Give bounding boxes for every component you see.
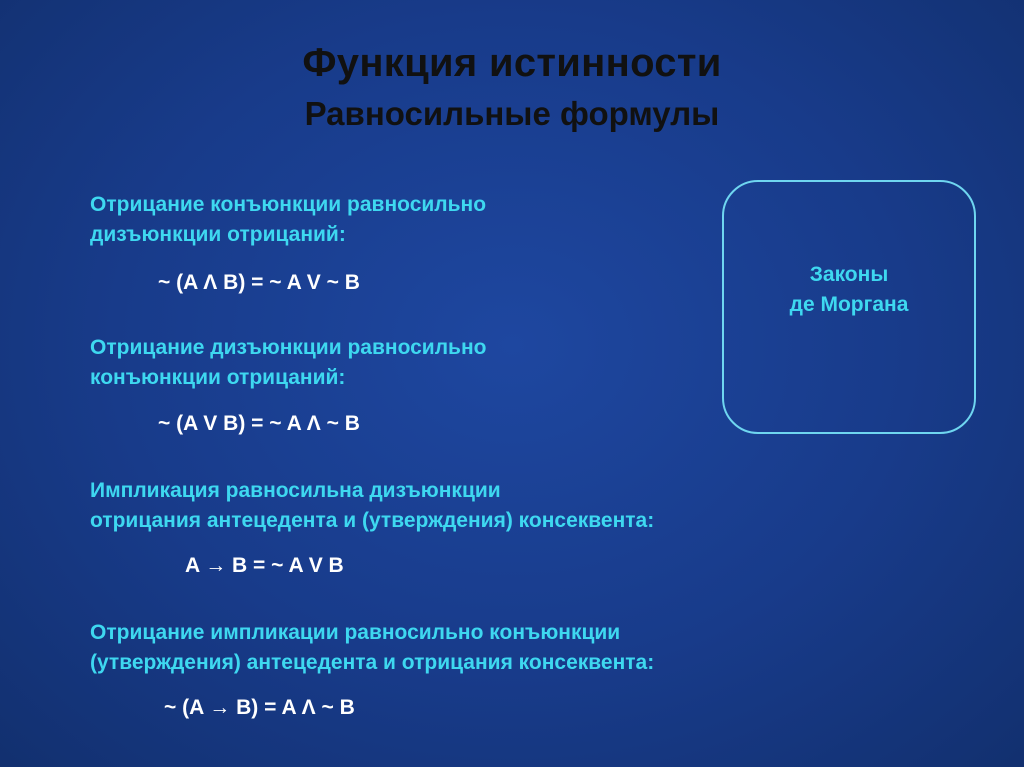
rule-4-statement-line-1: Отрицание импликации равносильно конъюнкции (90, 621, 621, 644)
de-morgan-laws-label (790, 260, 909, 320)
rule-1-statement-line-2: дизъюнкции отрицаний: (90, 223, 346, 246)
rule-2-statement-line-2: конъюнкции отрицаний: (90, 366, 346, 389)
rule-3-formula: A → B = ~ A V B (185, 554, 344, 577)
rule-4-statement-line-2: (утверждения) антецедента и отрицания консеквента: (90, 651, 655, 674)
slide-subtitle: Равносильные формулы (304, 95, 720, 132)
de-morgan-label-line-1: Законы (809, 263, 889, 286)
rule-2-formula: ~ (A V B) = ~ A Λ ~ B (158, 412, 360, 435)
slide-title: Функция истинности (302, 41, 722, 85)
rule-1-formula: ~ (A Λ B) = ~ A V ~ B (158, 271, 360, 294)
rule-2-statement-line-1: Отрицание дизъюнкции равносильно (90, 336, 487, 359)
de-morgan-laws-box (722, 180, 976, 434)
rule-4-formula: ~ (A → B) = A Λ ~ B (164, 696, 355, 719)
de-morgan-label-line-2: де Моргана (789, 293, 909, 316)
rule-1-statement-line-1: Отрицание конъюнкции равносильно (90, 193, 487, 216)
rule-3-statement-line-2: отрицания антецедента и (утверждения) консеквента: (90, 509, 655, 532)
rule-3-statement-line-1: Импликация равносильна дизъюнкции (90, 479, 501, 502)
